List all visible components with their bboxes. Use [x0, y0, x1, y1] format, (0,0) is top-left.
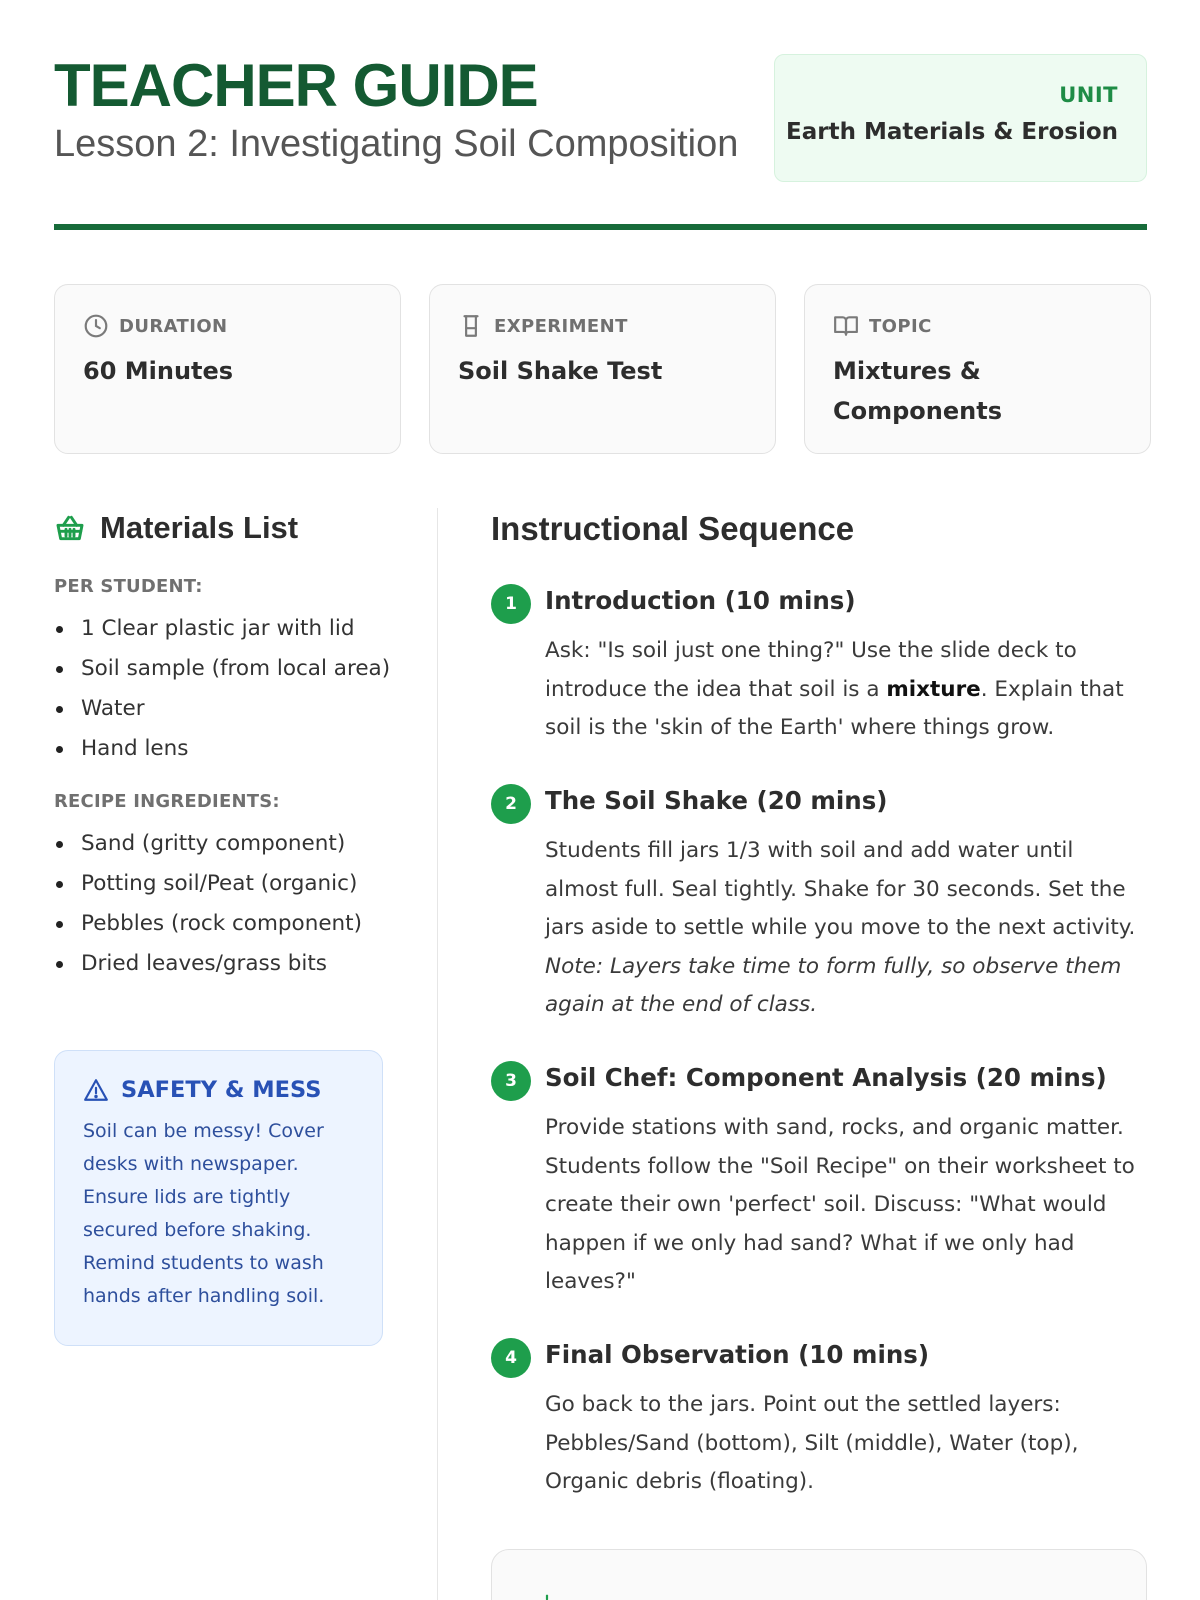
step-text: Students fill jars 1/3 with soil and add water until almost full. Seal tightly. Shake for 30 seconds. Set the jars aside to settle while you move to the next activity. — [545, 838, 1136, 940]
step-text: . Explain that soil is the 'skin of the Earth' where things grow. — [545, 676, 1124, 740]
step-note: Note: Layers take time to form fully, so observe them again at the end of class. — [545, 953, 1122, 1017]
step-body — [545, 832, 1147, 1025]
per-student-label: PER STUDENT: — [54, 576, 203, 597]
step-text: Ask: "Is soil just one thing?" Use the slide deck to introduce the idea that soil is a — [545, 638, 1077, 702]
safety-title: SAFETY & MESS — [121, 1077, 322, 1103]
experiment-label: EXPERIMENT — [494, 315, 628, 337]
duration-card — [54, 284, 401, 454]
materials-section — [54, 510, 391, 984]
list-item: Pebbles (rock component) — [54, 904, 384, 944]
list-item: 1 Clear plastic jar with lid — [54, 609, 384, 649]
step-body — [545, 632, 1147, 748]
list-item: Sand (gritty component) — [54, 824, 384, 864]
topic-value: Mixtures & Components — [833, 357, 1002, 425]
duration-value: 60 Minutes — [83, 357, 234, 385]
clock-icon — [83, 313, 109, 339]
materials-title: Materials List — [100, 510, 299, 545]
step-title: Final Observation (10 mins) — [545, 1340, 930, 1369]
instructional-sequence — [491, 510, 1147, 1494]
list-item: Soil sample (from local area) — [54, 649, 384, 689]
warning-icon — [83, 1077, 109, 1103]
step-title: Soil Chef: Component Analysis (20 mins) — [545, 1063, 1107, 1092]
checklist-icon — [536, 1592, 558, 1600]
unit-badge — [774, 54, 1147, 182]
assessment-card — [491, 1549, 1147, 1600]
step-body: Provide stations with sand, rocks, and organic matter. Students follow the "Soil Recipe" on their worksheet to create their own 'perfect' soil. Discuss: "What would happen if we only had sand? What if we only had leaves?" — [545, 1115, 1135, 1294]
step-number-badge: 2 — [491, 784, 531, 824]
safety-callout — [54, 1050, 383, 1346]
step-emphasis: mixture — [886, 676, 981, 702]
header-divider — [54, 224, 1147, 230]
list-item: Water — [54, 689, 384, 729]
topic-label: TOPIC — [869, 315, 932, 337]
list-item: Hand lens — [54, 729, 384, 769]
beaker-icon — [458, 313, 484, 339]
list-item: Potting soil/Peat (organic) — [54, 864, 384, 904]
topic-card — [804, 284, 1151, 454]
duration-label: DURATION — [119, 315, 228, 337]
lesson-subtitle: Lesson 2: Investigating Soil Composition — [54, 123, 739, 165]
experiment-card — [429, 284, 776, 454]
step-title: The Soil Shake (20 mins) — [545, 786, 888, 815]
column-divider — [437, 508, 438, 1600]
step-title: Introduction (10 mins) — [545, 586, 856, 615]
page-title: TEACHER GUIDE — [54, 52, 538, 119]
recipe-label: RECIPE INGREDIENTS: — [54, 791, 280, 812]
safety-text: Soil can be messy! Cover desks with newspaper. Ensure lids are tightly secured before shaking. Remind students to wash hands after handling soil. — [83, 1120, 325, 1307]
step-body: Go back to the jars. Point out the settled layers: Pebbles/Sand (bottom), Silt (middle), Water (top), Organic debris (floating). — [545, 1392, 1079, 1494]
recipe-list — [54, 824, 384, 984]
per-student-list — [54, 609, 391, 769]
unit-name: Earth Materials & Erosion — [786, 119, 1118, 145]
page-header — [54, 54, 1147, 230]
basket-icon — [54, 512, 86, 544]
list-item: Dried leaves/grass bits — [54, 944, 384, 984]
step-number-badge: 3 — [491, 1061, 531, 1101]
step-number-badge: 1 — [491, 584, 531, 624]
experiment-value: Soil Shake Test — [458, 357, 663, 385]
book-icon — [833, 313, 859, 339]
sequence-title: Instructional Sequence — [491, 510, 855, 547]
step-number-badge: 4 — [491, 1338, 531, 1378]
unit-label: UNIT — [1059, 83, 1118, 107]
